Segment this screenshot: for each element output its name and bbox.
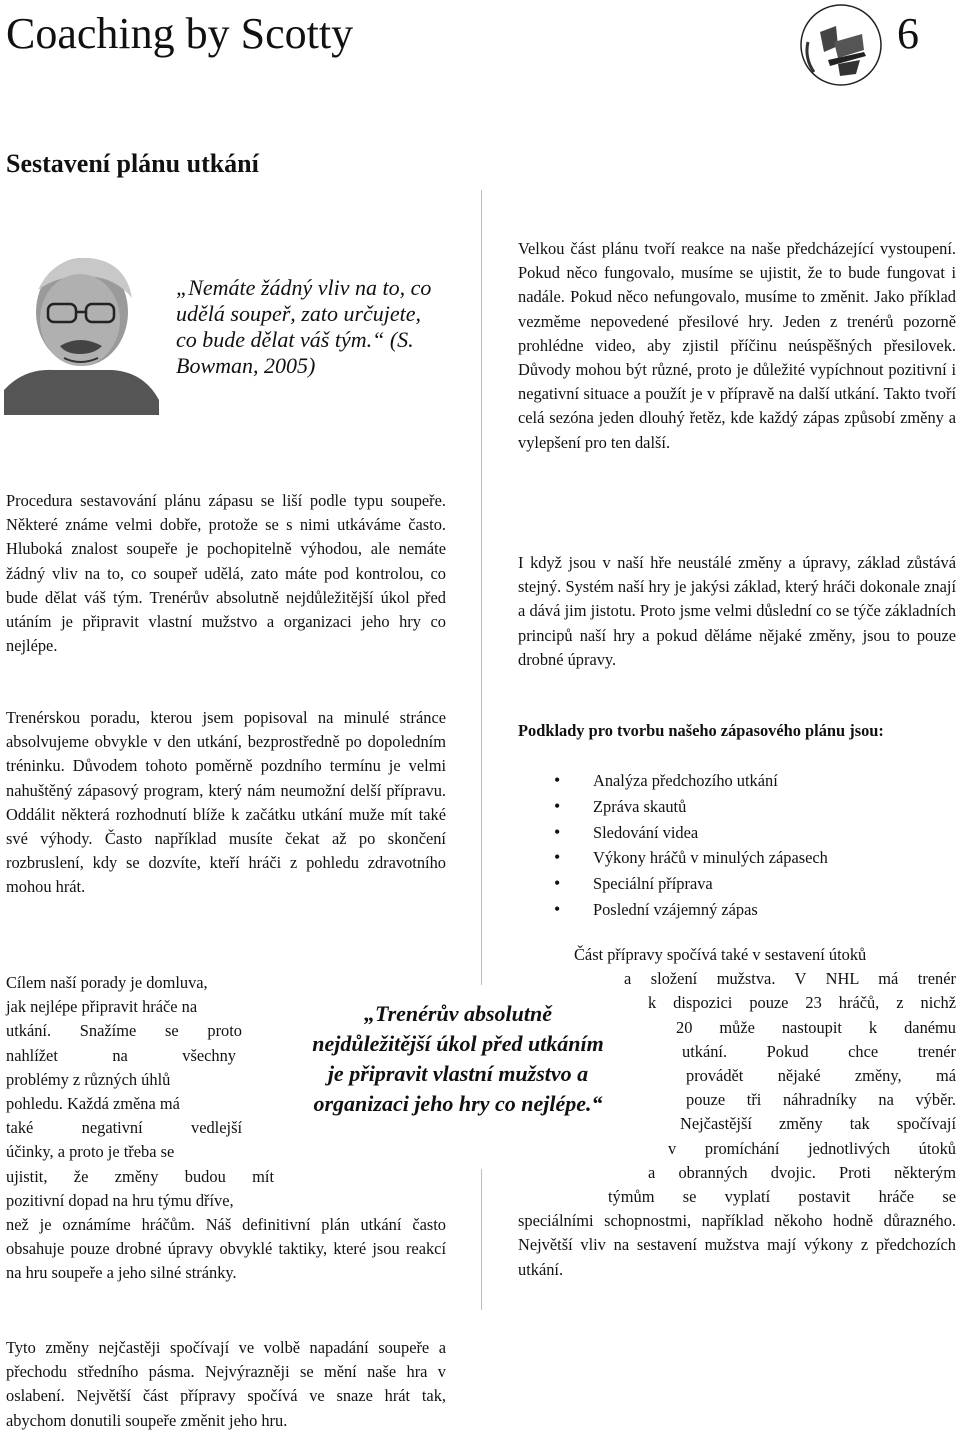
paragraph-line: pohledu. Každá změna má — [6, 1094, 180, 1114]
paragraph-line: pozitivní dopad na hru týmu dříve, — [6, 1190, 234, 1210]
paragraph-line: v promíchání jednotlivých útoků — [668, 1138, 956, 1158]
list-item: • Výkony hráčů v minulých zápasech — [548, 845, 948, 871]
paragraph-line: nahlížet na všechny — [6, 1045, 236, 1065]
callout-quote-text: „Trenérův absolutně nejdůležitější úkol před utkáním je připravit vlastní mužstvo a organizaci jeho hry co nejlépe.“ — [312, 1001, 604, 1116]
materials-list — [548, 768, 948, 923]
right-paragraph-3 — [518, 943, 956, 1282]
paragraph-line: speciálními schopnostmi, například někoho hodně důrazného. Největší vliv na sestavení mužstva mají výkony z předchozích utkání. — [518, 1211, 956, 1279]
paragraph-line: utkání. Pokud chce trenér — [682, 1041, 956, 1061]
right-paragraph-2: I když jsou v naší hře neustálé změny a úpravy, základ zůstává stejný. Systém naší hry je jakýsi základ, který hráči dokonale znají a dává jim jistotu. Proto jsme velmi důslední co se týče základních principů naší hry a pokud děláme nějaké změny, jsou to pouze drobné úpravy. — [518, 553, 956, 669]
left-paragraph-1: Procedura sestavování plánu zápasu se liší podle typu soupeře. Některé známe velmi dobře, protože se s nimi utkáváme často. Hluboká znalost soupeře je pochopitelně výhodou, ale nemáte žádný vliv na to, co soupeř udělá, zato máte pod kontrolou, co bude dělat váš tým. Trenérův absolutně nejdůležitější úkol před utáním je připravit vlastní mužstvo a organizaci jeho hry co nejlépe. — [6, 491, 446, 656]
list-item: • Analýza předchozího utkání — [548, 768, 948, 794]
paragraph-line: účinky, a proto je třeba se — [6, 1142, 175, 1162]
list-item: • Zpráva skautů — [548, 794, 948, 820]
paragraph-line: provádět nějaké změny, má — [686, 1066, 956, 1086]
paragraph-line: ujistit, že změny budou mít — [6, 1166, 274, 1186]
left-paragraph-2: Trenérskou poradu, kterou jsem popisoval na minulé stránce absolvujeme obvykle v den utkání, bezprostředně po dopoledním tréninku. Důvodem tohoto poměrně pozdního termínu je velmi nahuštěný zápasový program, který nám neumožní delší přípravu. Oddálit některá rozhodnutí blíže k začátku utkání muže mít také své výhody. Často například musíte čekat až po skončení rozbruslení, kdy se dozvíte, kteří hráči z pohledu zdravotního mohou hrát. — [6, 708, 446, 897]
paragraph-line: k dispozici pouze 23 hráčů, z nichž — [648, 993, 956, 1013]
paragraph-line: utkání. Snažíme se proto — [6, 1021, 242, 1041]
paragraph-line: Část přípravy spočívá také v sestavení útoků — [574, 945, 867, 964]
paragraph-line: a složení mužstva. V NHL má trenér — [624, 969, 956, 989]
paragraph-line: pouze tři náhradníky na výběr. — [686, 1090, 956, 1110]
paragraph-line: Cílem naší porady je domluva, — [6, 973, 208, 992]
coach-photo — [4, 250, 159, 415]
paragraph-line: jak nejlépe připravit hráče na — [6, 997, 198, 1017]
paragraph-line: problémy z různých úhlů — [6, 1069, 171, 1089]
list-item: • Poslední vzájemný zápas — [548, 897, 948, 923]
paragraph-line: 20 může nastoupit k danému — [676, 1017, 956, 1037]
pull-quote-bowman: „Nemáte žádný vliv na to, co udělá soupeř, zato určujete, co bude dělat váš tým.“ (S. Bowman, 2005) — [176, 275, 432, 378]
left-paragraph-4: Tyto změny nejčastěji spočívají ve volbě napadání soupeře a přechodu středního pásma. Nejvýrazněji se mění naše hra v oslabení. Největší část přípravy spočívá ve snaze hrát tak, abychom donutili soupeře změnit jeho hru. — [6, 1338, 446, 1430]
page-number: 6 — [897, 9, 919, 58]
right-paragraph-1: Velkou část plánu tvoří reakce na naše předcházející vystoupení. Pokud něco fungovalo, musíme se ujistit, že to bude fungovat i nadále. Pokud něco nefungovalo, musíme to změnit. Jako příklad vezměme nepovedené přesilové hry. Jeden z trenérů pozorně prohlédne video, aby zjistil příčinu neúspěšných přesilovek. Důvody mohou být různé, proto je důležité vypíchnout pozitivní i negativní situace a použít je v přípravě na další utkání. Takto tvoří celá sezóna jeden dlouhý řetěz, kde každý zápas způsobí změny a vylepšení pro ten další. — [518, 239, 956, 452]
list-item: • Sledování videa — [548, 820, 948, 846]
paragraph-line: Nejčastější změny tak spočívají — [680, 1114, 956, 1134]
list-item: • Speciální příprava — [548, 871, 948, 897]
hockey-federation-logo — [798, 2, 884, 88]
header-title: Coaching by Scotty — [6, 9, 354, 58]
list-heading: Podklady pro tvorbu našeho zápasového plánu jsou: — [518, 721, 884, 740]
paragraph-line: než je oznámíme hráčům. Náš definitivní plán utkání často obsahuje pouze drobné úpravy obvyklé taktiky, které jsou reakcí na hru soupeře a jeho silné stránky. — [6, 1215, 446, 1283]
paragraph-line: týmům se vyplatí postavit hráče se — [608, 1187, 956, 1207]
paragraph-line: a obranných dvojic. Proti některým — [648, 1162, 956, 1182]
section-title: Sestavení plánu utkání — [6, 149, 259, 178]
paragraph-line: také negativní vedlejší — [6, 1118, 242, 1138]
